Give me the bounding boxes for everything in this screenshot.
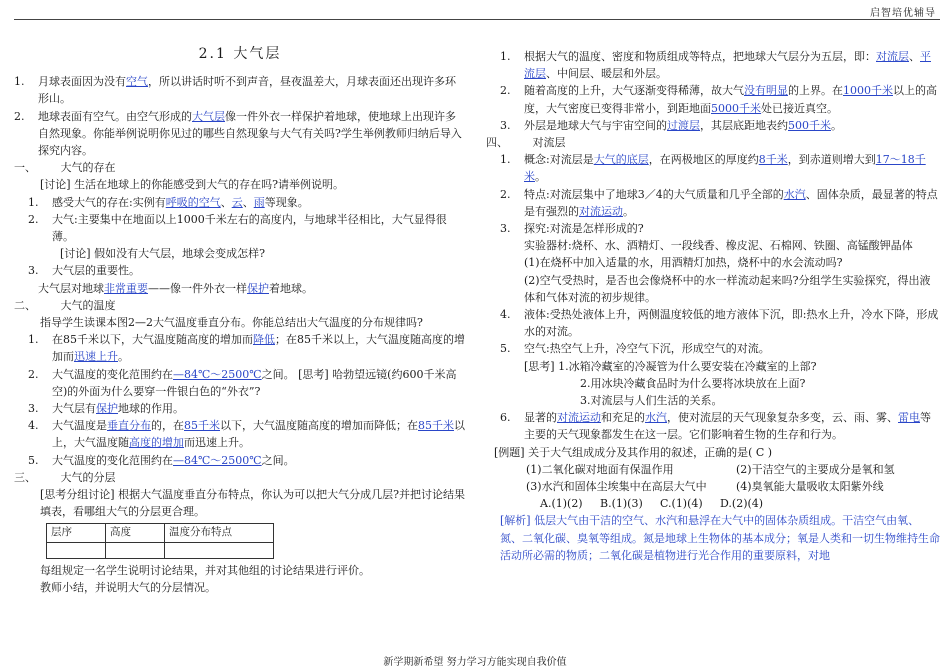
table-row: [47, 542, 274, 558]
r4-materials: 实验器材:烧杯、水、酒精灯、一段线香、橡皮泥、石棉网、铁圈、高锰酸钾晶体: [524, 239, 913, 253]
choice-a[interactable]: A.(1)(2): [540, 497, 583, 511]
footer-slogan: 新学期新希望 努力学习方能实现自我价值: [383, 657, 567, 668]
s2-item-2: 2. 大气温度的变化范围约在—84℃～2500℃之间。 [思考] 哈勃望远镜(约600千米高空)的外面为什么要穿一件银白色的“外衣”?: [28, 367, 457, 398]
section-heading-3: 三、 大气的分层: [14, 470, 116, 484]
r4-step-1: (1)在烧杯中加入适量的水，用酒精灯加热，烧杯中的水会流动吗?: [524, 256, 843, 270]
r4-item-6: 6. 显著的对流运动和充足的水汽，使对流层的天气现象复杂多变，云、雨、雾、雷电等主要的天气现象都发生在这一层。它们影响着生物的生存和行为。: [500, 411, 931, 442]
r4-item-5: 5. 空气:热空气上升，冷空气下沉，形成空气的对流。: [500, 342, 770, 356]
option: (3)水汽和固体尘埃集中在高层大气中: [526, 480, 707, 494]
question-1: 1. 月球表面因为没有空气，所以讲话时听不到声音，昼夜温差大，月球表面还出现许多环形山。: [14, 75, 456, 106]
s2-item-3: 3. 大气层有保护地球的作用。: [28, 402, 184, 416]
think-3: 3.对流层与人们生活的关系。: [580, 394, 723, 408]
discussion-2: [讨论] 假如没有大气层，地球会变成怎样?: [60, 247, 265, 261]
choice-d[interactable]: D.(2)(4): [720, 497, 764, 511]
r-item-1: 1. 根据大气的温度、密度和物质组成等特点，把地球大气层分为五层，即：对流层、平流层、中间层、暖层和外层。: [500, 50, 931, 81]
option: (4)臭氧能大量吸收太阳紫外线: [736, 480, 884, 494]
right-column: [486, 48, 940, 564]
r4-item-1: 1. 概念:对流层是大气的底层，在两极地区的厚度约8千米，到赤道则增大到17～18千米。: [500, 153, 926, 184]
section-heading-1: 一、 大气的存在: [14, 161, 116, 175]
s2-item-4: 4. 大气温度是垂直分布的，在85千米以下，大气温度随高度的增加而降低；在85千米以上，大气温度随高度的增加而迅速上升。: [28, 419, 465, 450]
think-1: [思考] 1.冰箱冷藏室的冷凝管为什么要安装在冷藏室的上部?: [524, 359, 817, 373]
header-rule: [14, 19, 940, 20]
s3-p1: 每组规定一名学生说明讨论结果，并对其他组的讨论结果进行评价。: [40, 563, 370, 577]
option: (2)干洁空气的主要成分是氧和氢: [736, 462, 895, 476]
s2-item-1: 1. 在85千米以下，大气温度随高度的增加而降低；在85千米以上，大气温度随高度的增加而迅速上升。: [28, 333, 465, 364]
r-item-3: 3. 外层是地球大气与宇宙空间的过渡层，其层底距地表约500千米。: [500, 118, 842, 132]
think-2: 2.用冰块冷藏食品时为什么要将冰块放在上面?: [580, 376, 806, 390]
answer-blank: 大气层: [192, 109, 225, 123]
s1-item-2: 2. 大气:主要集中在地面以上1000千米左右的高度内，与地球半径相比，大气显得很薄。: [28, 212, 447, 244]
s2-item-5: 5. 大气温度的变化范围约在—84℃～2500℃之间。: [28, 453, 295, 467]
section-heading-2: 二、 大气的温度: [14, 298, 116, 312]
s3-p2: 教师小结，并说明大气的分层情况。: [40, 580, 216, 594]
layer-table: [46, 523, 274, 558]
option: (1)二氧化碳对地面有保温作用: [526, 462, 674, 476]
s1-item-3: 3. 大气层的重要性。: [28, 264, 140, 278]
left-column: [14, 40, 466, 596]
page-title: 2.1 大气层: [198, 46, 282, 62]
example-options: [486, 461, 940, 513]
discussion-1: [讨论] 生活在地球上的你能感受到大气的存在吗?请举例说明。: [40, 178, 344, 192]
s1-item-3b: 大气层对地球非常重要——像一件外衣一样保护着地球。: [38, 281, 313, 295]
question-2: 2. 地球表面有空气。由空气形成的大气层像一件外衣一样保护着地球，使地球上出现许多自然现象。你能举例说明你见过的哪些自然现象与大气有关吗?学生举例教师归纳后导入探究内容。: [14, 109, 462, 158]
r4-step-2: (2)空气受热时，是否也会像烧杯中的水一样流动起来吗?分组学生实验探究，得出液体和气体对流的初步规律。: [524, 273, 931, 304]
r4-item-3: 3. 探究:对流是怎样形成的?: [500, 222, 644, 236]
example-question: [例题] 关于大气组成成分及其作用的叙述，正确的是( C ): [494, 445, 773, 459]
table-header: 层序: [47, 524, 106, 542]
header-brand: 启智培优辅导: [870, 8, 936, 19]
choice-b[interactable]: B.(1)(3): [600, 497, 643, 511]
s2-guide: 指导学生读课本图2—2大气温度垂直分布。你能总结出大气温度的分布规律吗?: [40, 316, 423, 330]
s3-discussion: [思考分组讨论] 根据大气温度垂直分布特点，你认为可以把大气分成几层?并把讨论结果填表，看哪组大气的分层更合理。: [40, 488, 465, 519]
analysis: [解析] 低层大气由干洁的空气、水汽和悬浮在大气中的固体杂质组成。干洁空气由氧、氮、二氧化碳、臭氧等组成。氮是地球上生物体的基本成分；氧是人类和一切生物维持生命活动所必需的物质；二氧化碳是植物进行光合作用的重要原料，对地: [500, 514, 940, 562]
r-item-2: 2. 随着高度的上升，大气逐渐变得稀薄，故大气没有明显的上界。在1000千米以上的高度，大气密度已变得非常小，到距地面5000千米处已接近真空。: [500, 84, 937, 115]
section-heading-4: 四、 对流层: [486, 136, 566, 150]
answer-blank: 空气: [126, 75, 148, 89]
table-header-row: [47, 524, 274, 542]
table-header: 高度: [106, 524, 165, 542]
r4-item-4: 4. 液体:受热处液体上升，两侧温度较低的地方液体下沉，即:热水上升，冷水下降，形成水的对流。: [500, 308, 939, 339]
choice-c[interactable]: C.(1)(4): [660, 497, 703, 511]
r4-item-2: 2. 特点:对流层集中了地球3／4的大气质量和几乎全部的水汽、固体杂质，最显著的特点是有强烈的对流运动。: [500, 187, 938, 218]
table-header: 温度分布特点: [165, 524, 274, 542]
s1-item-1: 1. 感受大气的存在:实例有呼吸的空气、云、雨等现象。: [28, 195, 309, 209]
